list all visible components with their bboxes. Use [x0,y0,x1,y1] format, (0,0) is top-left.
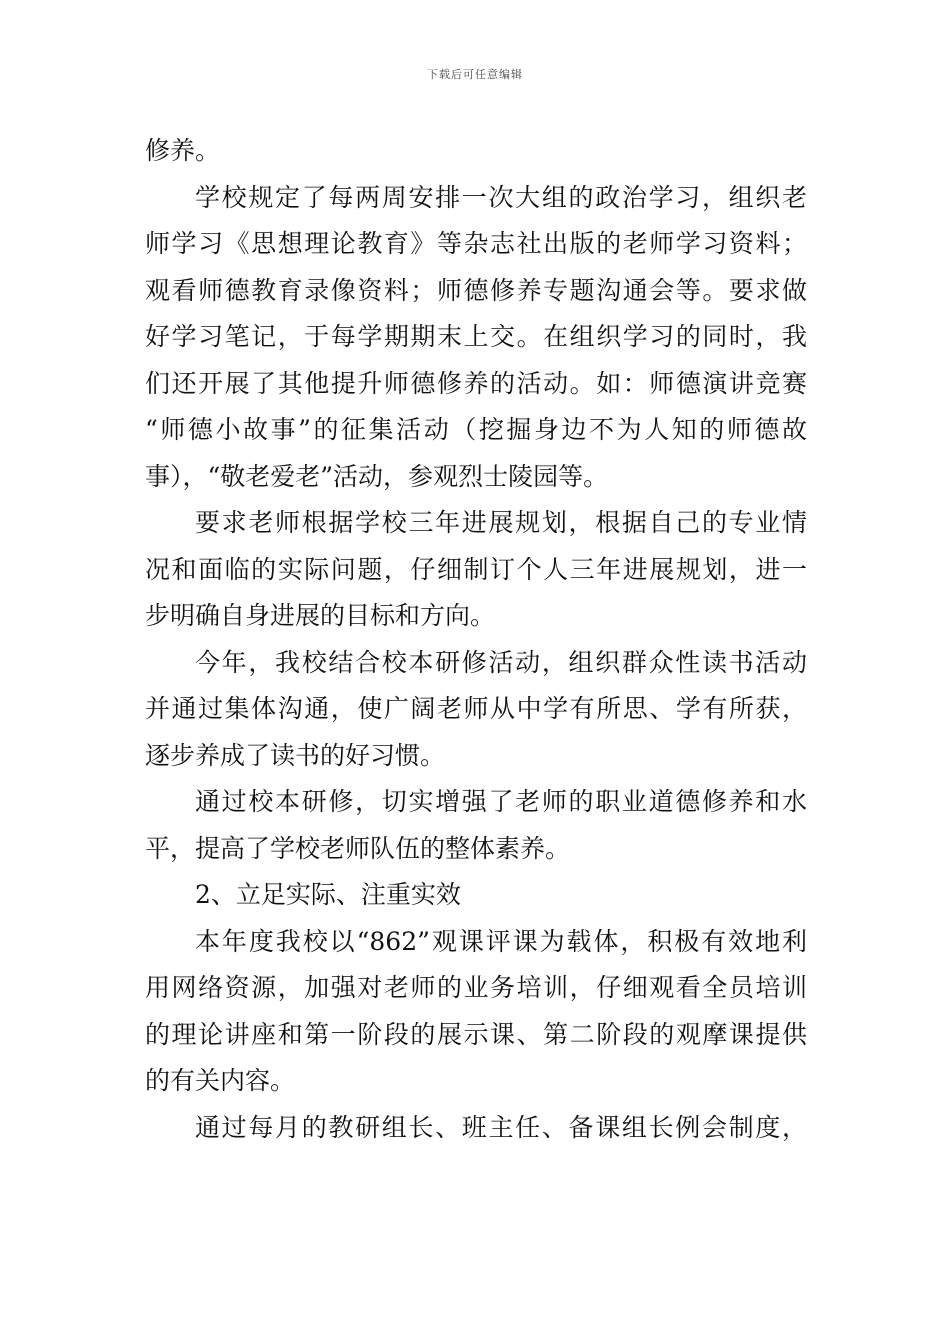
text-line: 修养。 [145,136,221,165]
text-line: 们还开展了其他提升师德修养的活动。如：师德演讲竞赛 [145,368,807,398]
text-line: 要求老师根据学校三年进展规划，根据自己的专业情 [195,508,807,537]
text-line: 观看师德教育录像资料；师德修养专题沟通会等。要求做 [145,275,807,305]
text-line: 本年度我校以“862”观课评课为载体，积极有效地利 [195,926,807,956]
text-line: 逐步养成了读书的好习惯。 [145,740,446,770]
text-line: “师德小故事”的征集活动（挖掘身边不为人知的师德故 [145,415,807,444]
text-line: 并通过集体沟通，使广阔老师从中学有所思、学有所获， [145,694,807,723]
text-line: 好学习笔记，于每学期期末上交。在组织学习的同时，我 [145,322,807,351]
text-line: 步明确自身进展的目标和方向。 [145,601,496,630]
header-note: 下载后可任意编辑 [427,68,523,81]
text-line: 通过校本研修，切实增强了老师的职业道德修养和水 [195,787,807,816]
text-line: 学校规定了每两周安排一次大组的政治学习，组织老 [195,182,807,212]
text-line: 况和面临的实际问题，仔细制订个人三年进展规划，进一 [145,554,807,584]
section-heading: 2、立足实际、注重实效 [195,880,461,909]
text-line: 用网络资源，加强对老师的业务培训，仔细观看全员培训 [145,973,807,1002]
text-line: 师学习《思想理论教育》等杂志社出版的老师学习资料； [145,229,807,258]
text-line: 的理论讲座和第一阶段的展示课、第二阶段的观摩课提供 [145,1019,807,1049]
document-body [145,128,807,1151]
text-line: 的有关内容。 [145,1066,296,1095]
text-line: 事），“敬老爱老”活动，参观烈士陵园等。 [145,461,609,491]
text-line: 今年，我校结合校本研修活动，组织群众性读书活动 [195,647,807,677]
text-line: 平，提高了学校老师队伍的整体素养。 [145,833,571,863]
text-line: 通过每月的教研组长、班主任、备课组长例会制度， [195,1112,807,1142]
